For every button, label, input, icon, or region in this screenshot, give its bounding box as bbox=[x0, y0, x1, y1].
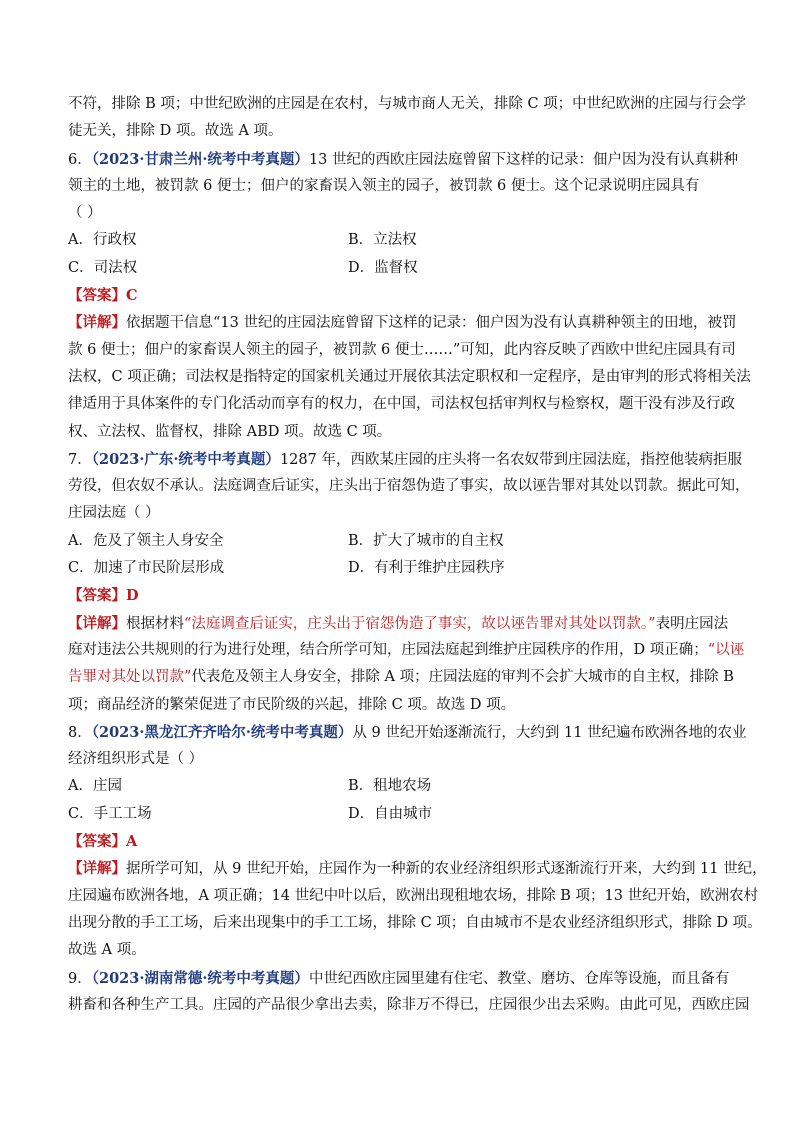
text-line bbox=[68, 746, 728, 773]
answer-tag: 【答案】 bbox=[68, 587, 126, 605]
line-text: 出现分散的手工工场，后来出现集中的手工工场，排除 C 项；自由城市不是农业经济组织形式，排除 D 项。 bbox=[68, 914, 762, 931]
question-stem bbox=[68, 719, 747, 746]
detail-line bbox=[68, 309, 737, 336]
option-row bbox=[68, 773, 728, 800]
line-text: （ ） bbox=[68, 205, 102, 222]
line-text: 代表危及领主人身安全，排除 A 项；庄园法庭的审判不会扩大城市的自主权，排除 B bbox=[191, 669, 734, 686]
detail-text: 根据材料 bbox=[126, 615, 184, 632]
detail-tag: 【详解】 bbox=[68, 314, 126, 332]
page-content bbox=[68, 91, 767, 1019]
question-text: 1287 年，西欧某庄园的庄头将一名农奴带到庄园法庭，指控他装病拒服 bbox=[279, 451, 742, 468]
option-row bbox=[68, 255, 728, 282]
line-text: 权、立法权、监督权，排除 ABD 项。故选 C 项。 bbox=[68, 423, 392, 440]
detail-line bbox=[68, 855, 767, 882]
line-text: 庄园法庭（ ） bbox=[68, 505, 160, 522]
text-line bbox=[68, 364, 751, 391]
question-stem bbox=[68, 446, 742, 473]
option-item: C．手工工场 bbox=[68, 805, 152, 822]
detail-tag: 【详解】 bbox=[68, 614, 126, 632]
option-item: C．加速了市民阶层形成 bbox=[68, 560, 225, 577]
text-line bbox=[68, 692, 728, 719]
option-item: D．监督权 bbox=[348, 259, 418, 276]
text-line bbox=[68, 937, 728, 964]
answer-tag: 【答案】 bbox=[68, 287, 126, 305]
line-text: 不符，排除 B 项；中世纪欧洲的庄园是在农村，与城市商人无关，排除 C 项；中世纪欧洲的庄园与行会学 bbox=[68, 96, 747, 112]
question-number: 6． bbox=[68, 151, 92, 168]
option-item: D．自由城市 bbox=[348, 805, 433, 822]
question-source: （2023·广东·统考中考真题） bbox=[91, 450, 280, 468]
quoted-material: 告罪对其处以罚款” bbox=[68, 669, 192, 686]
option-row bbox=[68, 528, 728, 555]
question-number: 9． bbox=[68, 970, 92, 987]
option-item: B．立法权 bbox=[348, 232, 417, 249]
option-item: B．租地农场 bbox=[348, 778, 432, 795]
answer-line bbox=[68, 282, 728, 309]
question-number: 8． bbox=[68, 724, 92, 741]
line-text: 庭对违法公共规则的行为进行处理，结合所学可知，庄园法庭起到维护庄园秩序的作用，D 项正确； bbox=[68, 641, 708, 658]
text-line bbox=[68, 500, 728, 527]
option-row bbox=[68, 227, 728, 254]
answer-tag: 【答案】 bbox=[68, 833, 126, 851]
text-line bbox=[68, 118, 728, 145]
detail-tag: 【详解】 bbox=[68, 860, 126, 878]
question-source: （2023·黑龙江齐齐哈尔·统考中考真题） bbox=[91, 723, 353, 741]
detail-text: 据所学可知，从 9 世纪开始，庄园作为一种新的农业经济组织形式逐渐流行开来，大约到 11 世纪， bbox=[126, 861, 767, 878]
line-text: 款 6 便士；佃户的家畜误人领主的园子，被罚款 6 便士……”可知，此内容反映了西欧中世纪庄园具有司 bbox=[68, 341, 736, 358]
question-stem bbox=[68, 965, 728, 992]
answer-line bbox=[68, 828, 728, 855]
line-text: 劳役，但农奴不承认。法庭调查后证实，庄头出于宿怨伪造了事实，故以诬告罪对其处以罚款。据此可知， bbox=[68, 478, 750, 495]
option-item: A．庄园 bbox=[68, 778, 122, 795]
quoted-material: “以诬 bbox=[707, 641, 745, 658]
option-row bbox=[68, 801, 728, 828]
text-line bbox=[68, 391, 735, 418]
detail-text: 依据题干信息“13 世纪的庄园法庭曾留下这样的记录：佃户因为没有认真耕种领主的田地，被罚 bbox=[126, 315, 737, 332]
question-text: 13 世纪的西欧庄园法庭曾留下这样的记录：佃户因为没有认真耕种 bbox=[308, 151, 738, 168]
question-number: 7． bbox=[68, 451, 92, 468]
line-text: 徒无关，排除 D 项。故选 A 项。 bbox=[68, 123, 283, 140]
line-text: 经济组织形式是（ ） bbox=[68, 751, 204, 768]
option-row bbox=[68, 555, 728, 582]
answer-value: C bbox=[126, 287, 138, 305]
line-text: 耕畜和各种生产工具。庄园的产品很少拿出去卖，除非万不得已，庄园很少出去采购。由此可见，西欧庄园 bbox=[68, 996, 750, 1013]
line-text: 领主的土地，被罚款 6 便士；佃户的家畜误入领主的园子，被罚款 6 便士。这个记录说明庄园具有 bbox=[68, 177, 700, 194]
option-item: A．危及了领主人身安全 bbox=[68, 532, 224, 549]
text-line bbox=[68, 419, 728, 446]
text-line bbox=[68, 883, 759, 910]
text-line bbox=[68, 91, 747, 118]
detail-text-tail: 表明庄园法 bbox=[655, 615, 729, 632]
text-line bbox=[68, 992, 750, 1019]
quoted-material: “法庭调查后证实，庄头出于宿怨伪造了事实，故以诬告罪对其处以罚款。” bbox=[184, 615, 656, 632]
line-text: 故选 A 项。 bbox=[68, 942, 146, 959]
option-item: B．扩大了城市的自主权 bbox=[348, 532, 504, 549]
question-stem bbox=[68, 146, 738, 173]
answer-value: A bbox=[126, 833, 138, 851]
text-line bbox=[68, 637, 745, 664]
text-line bbox=[68, 200, 728, 227]
line-text: 法权，C 项正确；司法权是指特定的国家机关通过开展依其法定职权和一定程序，是由审判的形式将相关法 bbox=[68, 368, 751, 385]
text-line bbox=[68, 173, 728, 200]
option-item: C．司法权 bbox=[68, 259, 138, 276]
answer-line bbox=[68, 582, 728, 609]
question-text: 从 9 世纪开始逐渐流行，大约到 11 世纪遍布欧洲各地的农业 bbox=[352, 724, 747, 741]
text-line bbox=[68, 664, 734, 691]
text-line bbox=[68, 910, 762, 937]
text-line bbox=[68, 473, 750, 500]
option-item: A．行政权 bbox=[68, 232, 137, 249]
question-text: 中世纪西欧庄园里建有住宅、教堂、磨坊、仓库等设施，而且备有 bbox=[308, 970, 730, 987]
option-item: D．有利于维护庄园秩序 bbox=[348, 560, 505, 577]
question-source: （2023·甘肃兰州·统考中考真题） bbox=[91, 150, 309, 168]
question-source: （2023·湖南常德·统考中考真题） bbox=[91, 969, 309, 987]
line-text: 项；商品经济的繁荣促进了市民阶级的兴起，排除 C 项。故选 D 项。 bbox=[68, 696, 516, 713]
detail-line bbox=[68, 610, 728, 637]
text-line bbox=[68, 337, 736, 364]
line-text: 律适用于具体案件的专门化活动而享有的权力，在中国，司法权包括审判权与检察权，题干没有涉及行政 bbox=[68, 396, 735, 413]
answer-value: D bbox=[126, 587, 139, 605]
line-text: 庄园遍布欧洲各地，A 项正确；14 世纪中叶以后，欧洲出现租地农场，排除 B 项；13 世纪开始，欧洲农村 bbox=[68, 887, 759, 904]
